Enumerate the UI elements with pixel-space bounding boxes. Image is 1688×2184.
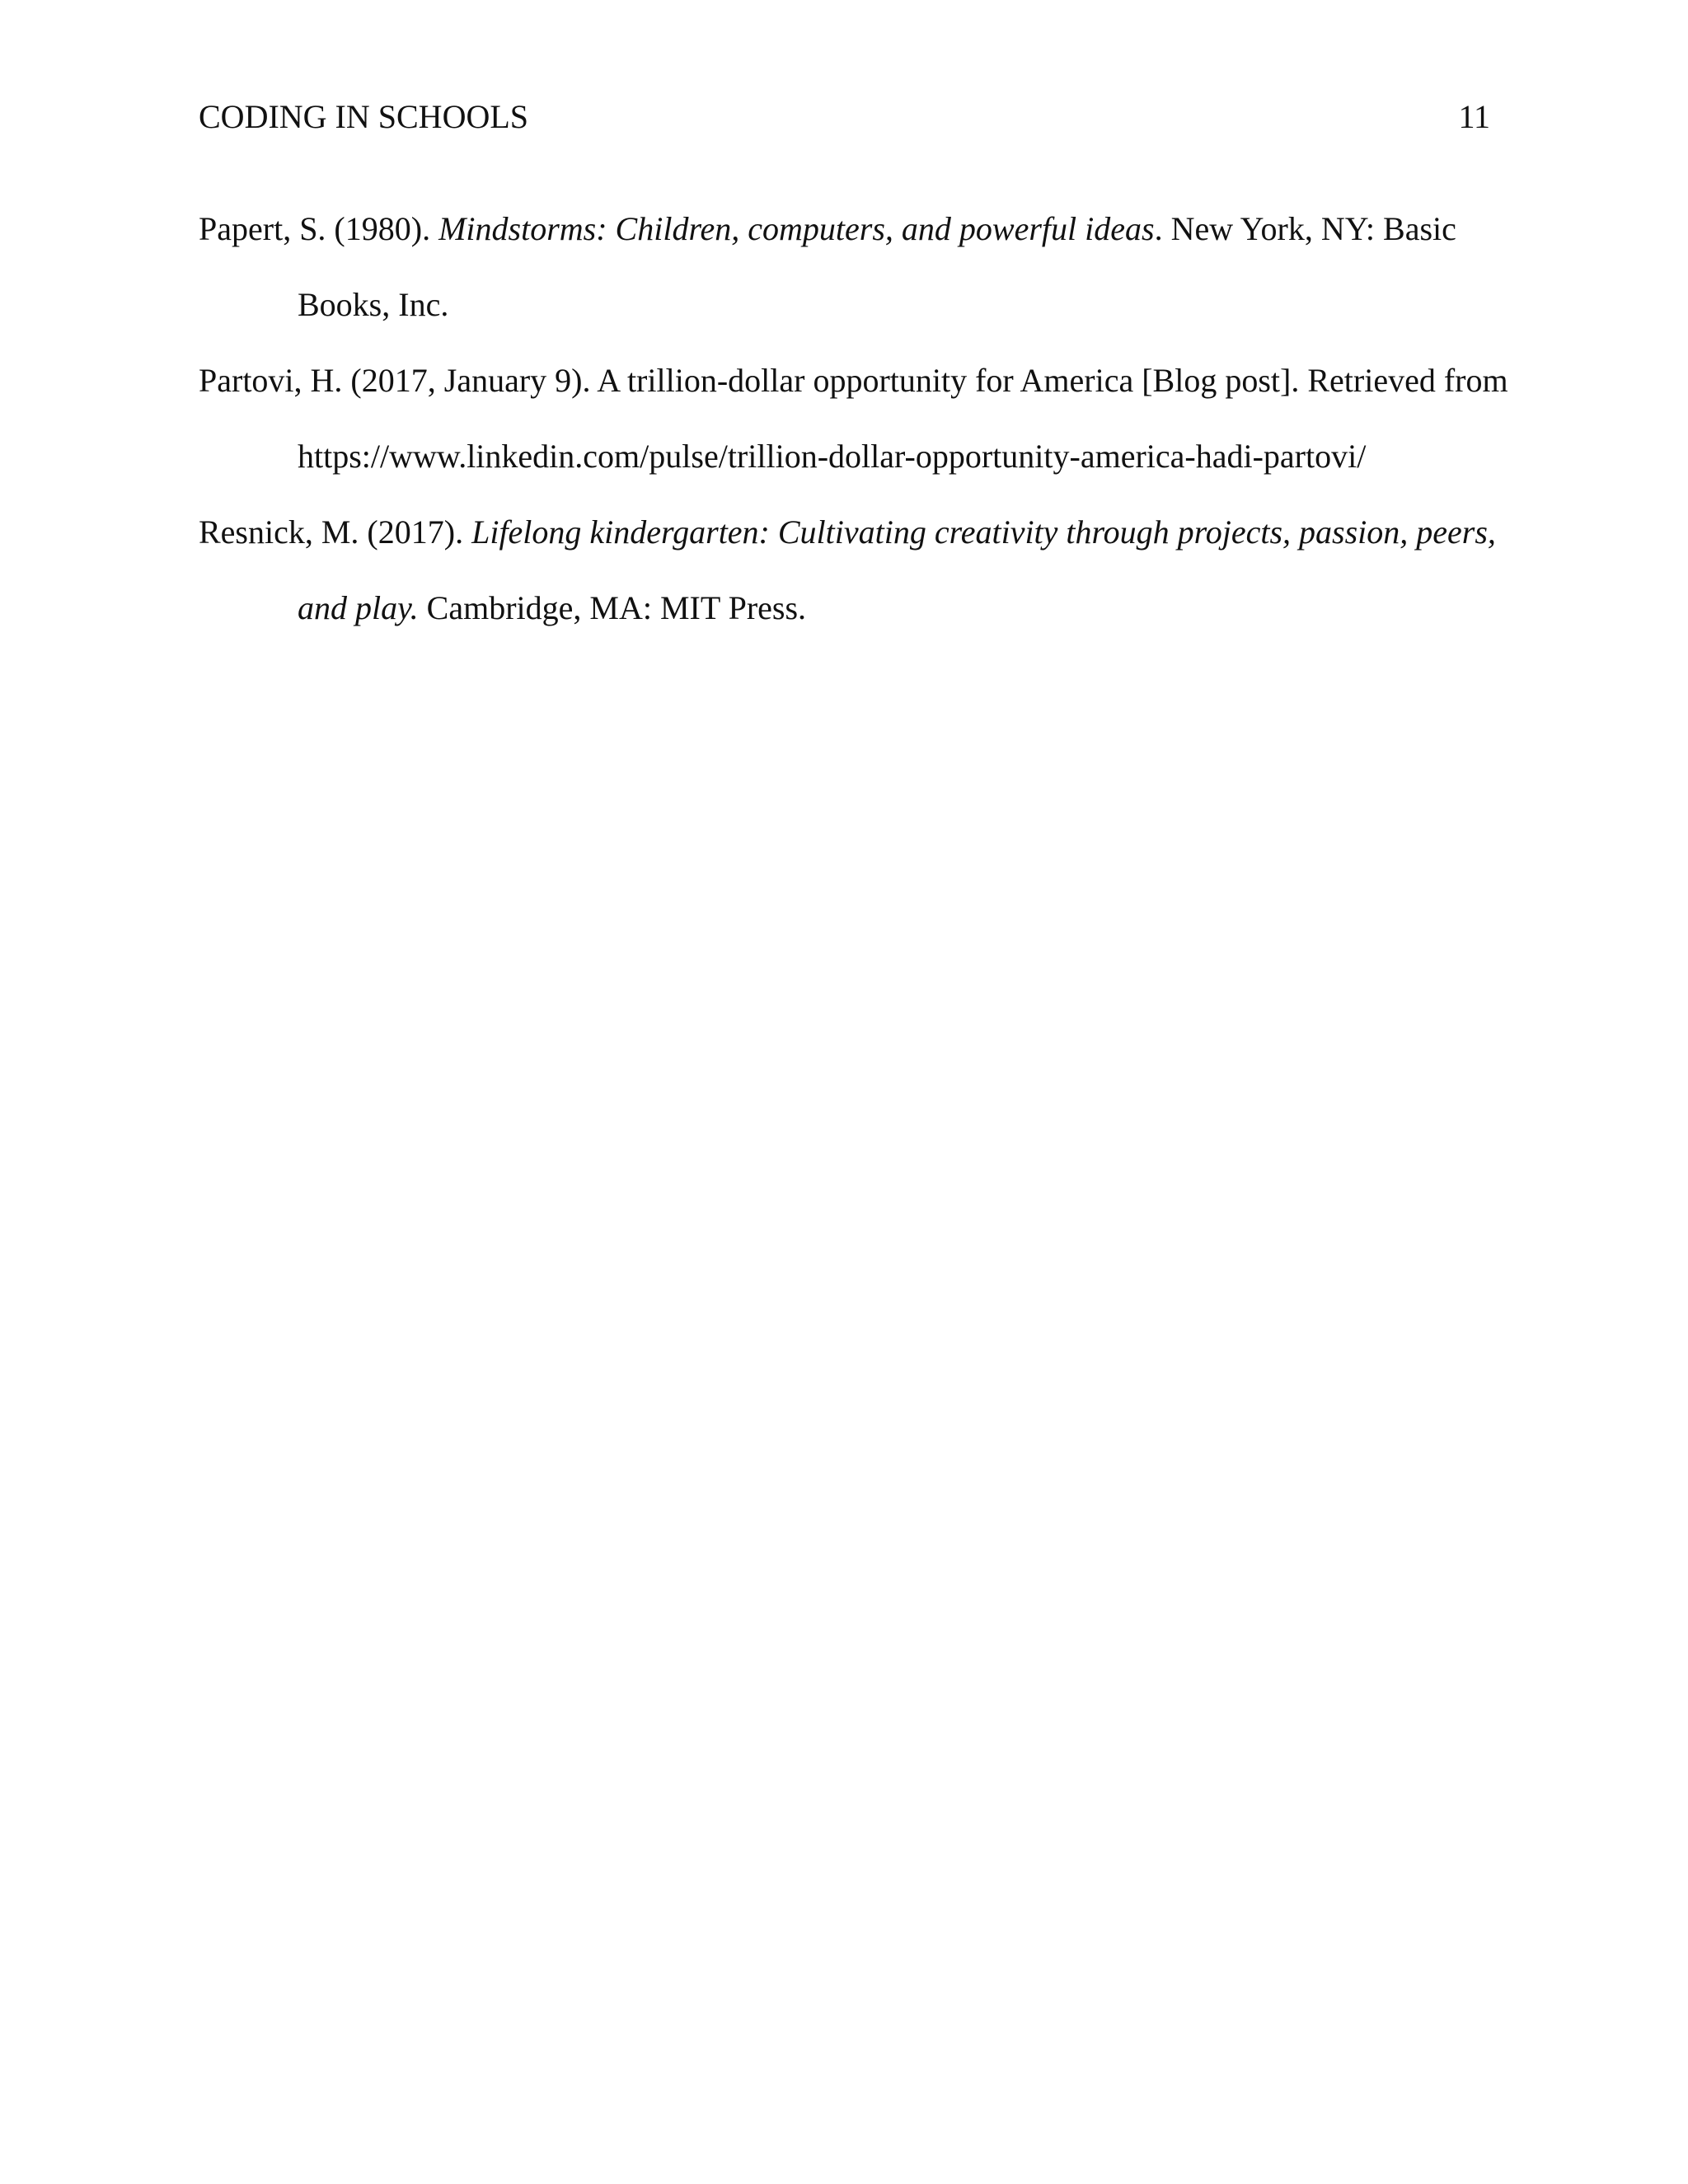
- reference-author-date: Resnick, M. (2017).: [199, 513, 472, 551]
- reference-entry-papert: [199, 191, 1509, 343]
- reference-url: https://www.linkedin.com/pulse/trillion-dollar-opportunity-america-hadi-partovi/: [298, 438, 1367, 475]
- reference-title: Mindstorms: Children, computers, and powerful ideas: [438, 210, 1155, 247]
- reference-entry-resnick: [199, 494, 1509, 646]
- reference-entry-partovi: [199, 343, 1509, 494]
- running-head: CODING IN SCHOOLS: [199, 98, 529, 135]
- reference-author-date: Papert, S. (1980).: [199, 210, 439, 247]
- reference-list: [199, 191, 1509, 646]
- reference-publisher: . New York, NY: Basic Books, Inc.: [298, 210, 1456, 323]
- reference-publisher: Cambridge, MA: MIT Press.: [418, 589, 807, 626]
- reference-title: Lifelong kindergarten: Cultivating creativity through projects, passion, peers, and play.: [298, 513, 1496, 626]
- reference-author-title: Partovi, H. (2017, January 9). A trillion-dollar opportunity for America [Blog post]. Retrieved from: [199, 362, 1508, 399]
- page-number: 11: [1458, 98, 1490, 135]
